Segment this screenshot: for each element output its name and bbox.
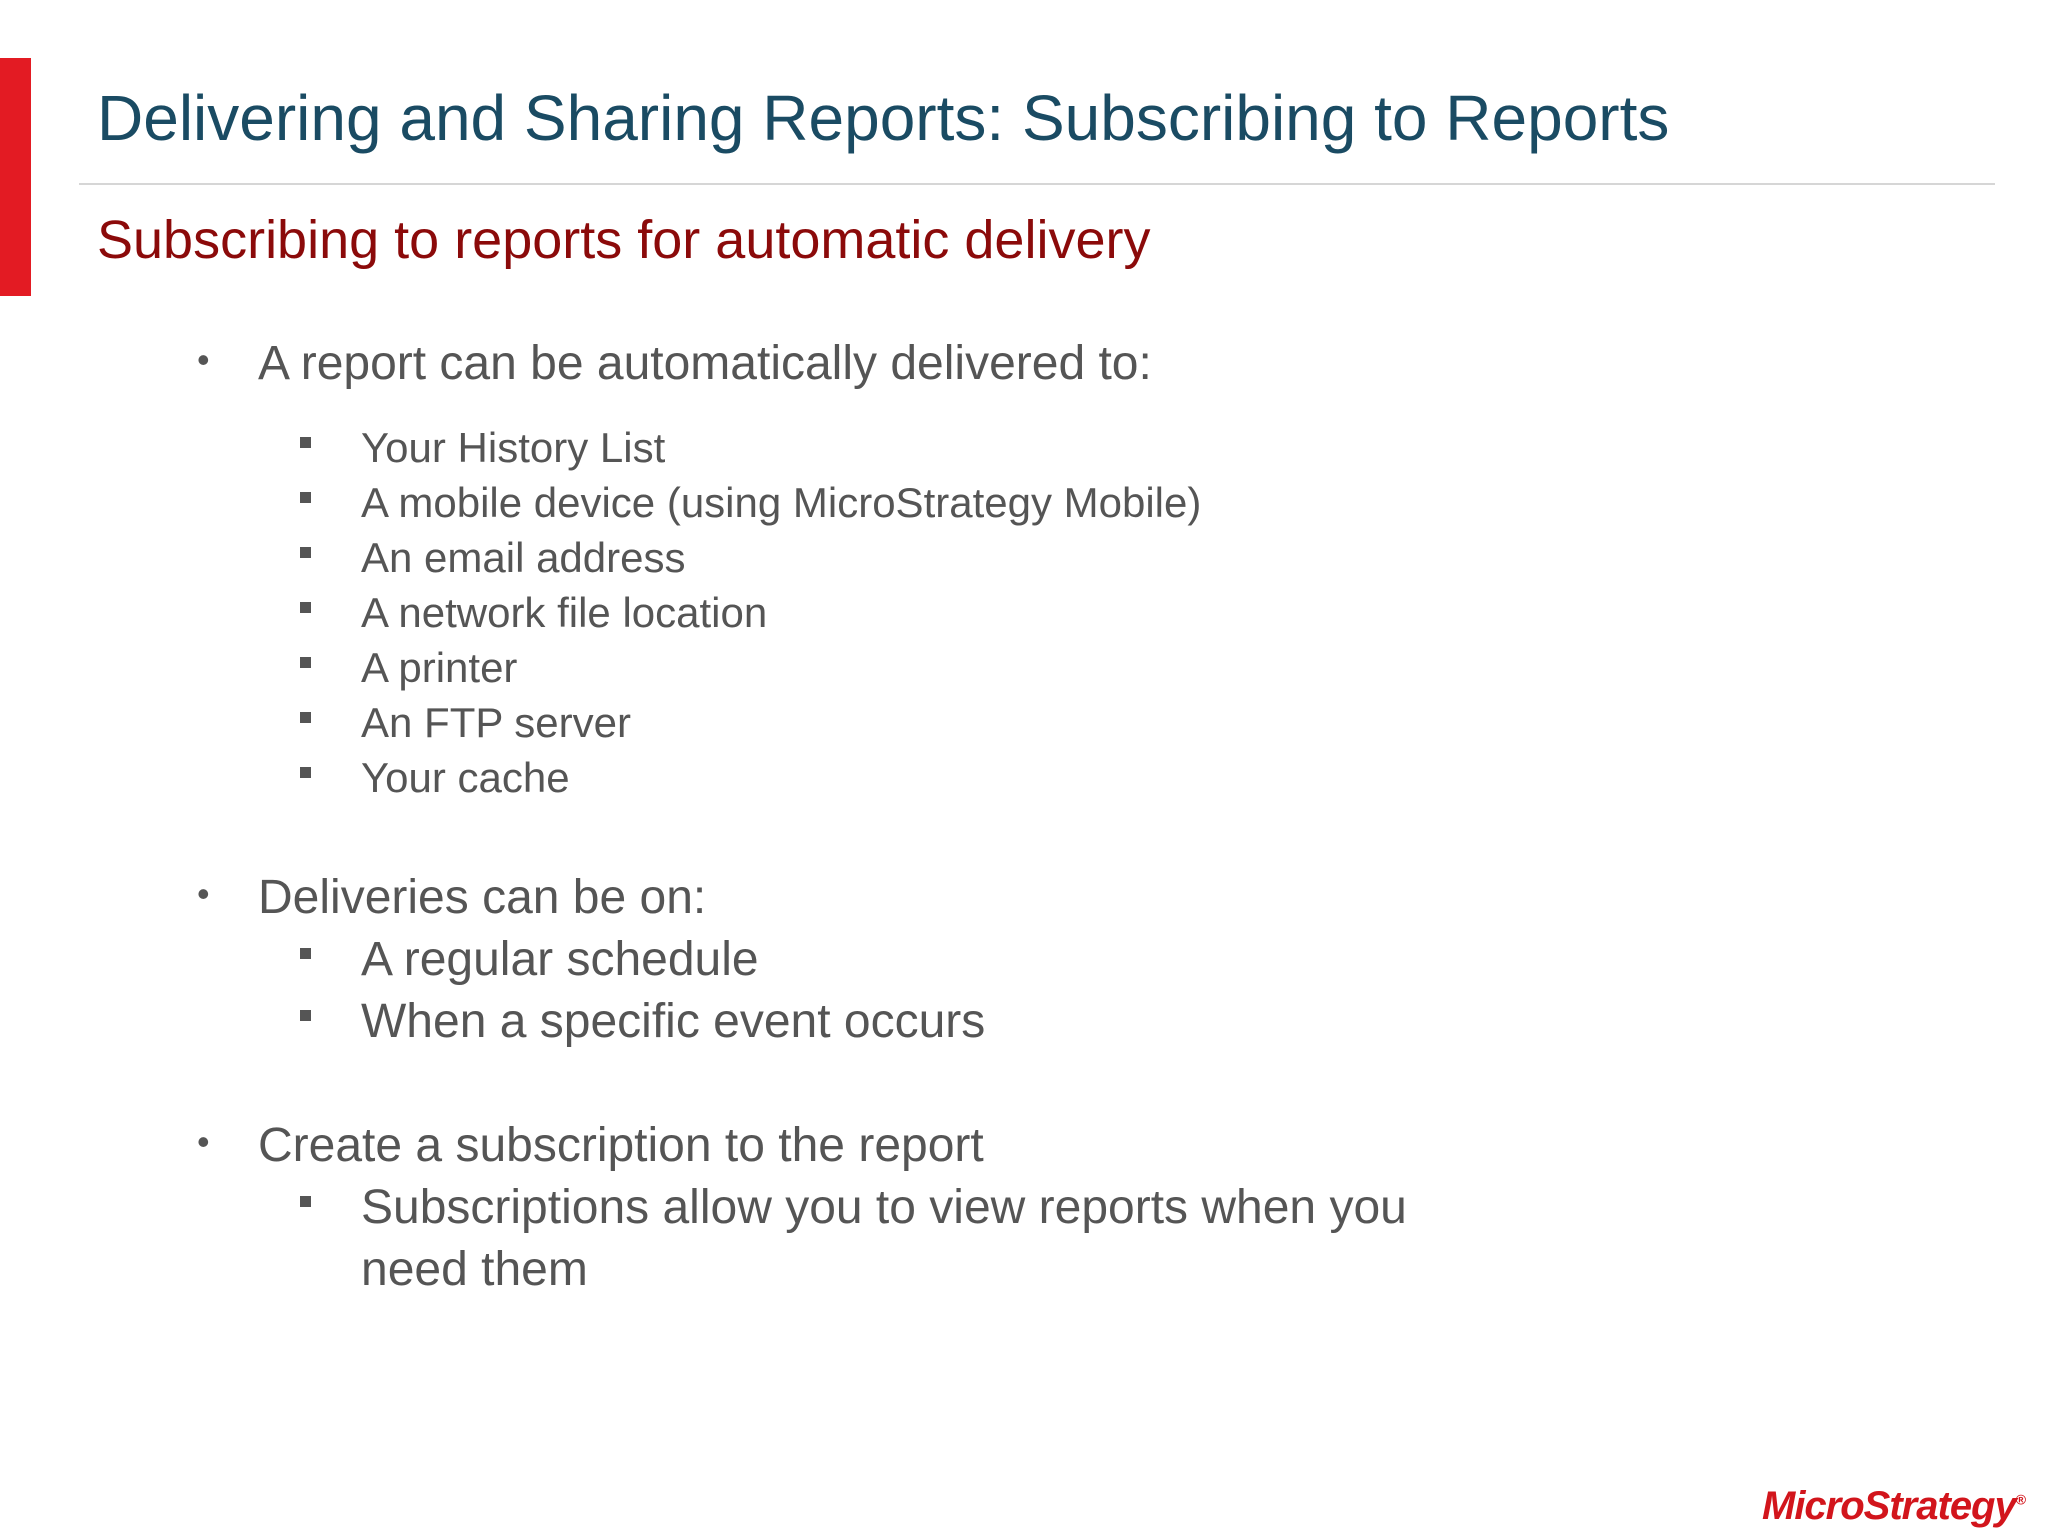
subitem-text: A network file location (361, 589, 768, 636)
subitem-text: A mobile device (using MicroStrategy Mobile) (361, 479, 1202, 526)
square-bullet-icon (300, 767, 311, 778)
logo-wordmark: MicroStrategy (1762, 1484, 2016, 1528)
subitem-text: A regular schedule (361, 933, 759, 986)
square-bullet-icon (300, 437, 311, 448)
bullet-marker: • (197, 339, 210, 380)
subitem-text: Your History List (361, 424, 666, 471)
registered-mark: ® (2015, 1491, 2026, 1508)
square-bullet-icon (300, 547, 311, 558)
subitem-text: A printer (361, 644, 518, 691)
subitem-text: An FTP server (361, 699, 631, 746)
slide-title: Delivering and Sharing Reports: Subscribing to Reports (97, 82, 1670, 154)
square-bullet-icon (300, 492, 311, 503)
subitem-text: When a specific event occurs (361, 995, 986, 1048)
subitem-text: need them (361, 1243, 588, 1296)
square-bullet-icon (300, 948, 311, 959)
square-bullet-icon (300, 1196, 311, 1207)
bullet-text: Create a subscription to the report (258, 1119, 984, 1172)
subitem-text: An email address (361, 534, 686, 581)
square-bullet-icon (300, 602, 311, 613)
square-bullet-icon (300, 657, 311, 668)
subitem-text: Your cache (361, 754, 570, 801)
microstrategy-logo (1762, 1486, 2025, 1526)
square-bullet-icon (300, 712, 311, 723)
bullet-text: Deliveries can be on: (258, 871, 707, 924)
subitem-text: Subscriptions allow you to view reports when you (361, 1181, 1407, 1234)
bullet-text: A report can be automatically delivered to: (258, 337, 1152, 390)
bullet-marker: • (197, 1121, 210, 1162)
square-bullet-icon (300, 1010, 311, 1021)
slide-subtitle: Subscribing to reports for automatic delivery (97, 210, 1151, 270)
bullet-marker: • (197, 873, 210, 914)
